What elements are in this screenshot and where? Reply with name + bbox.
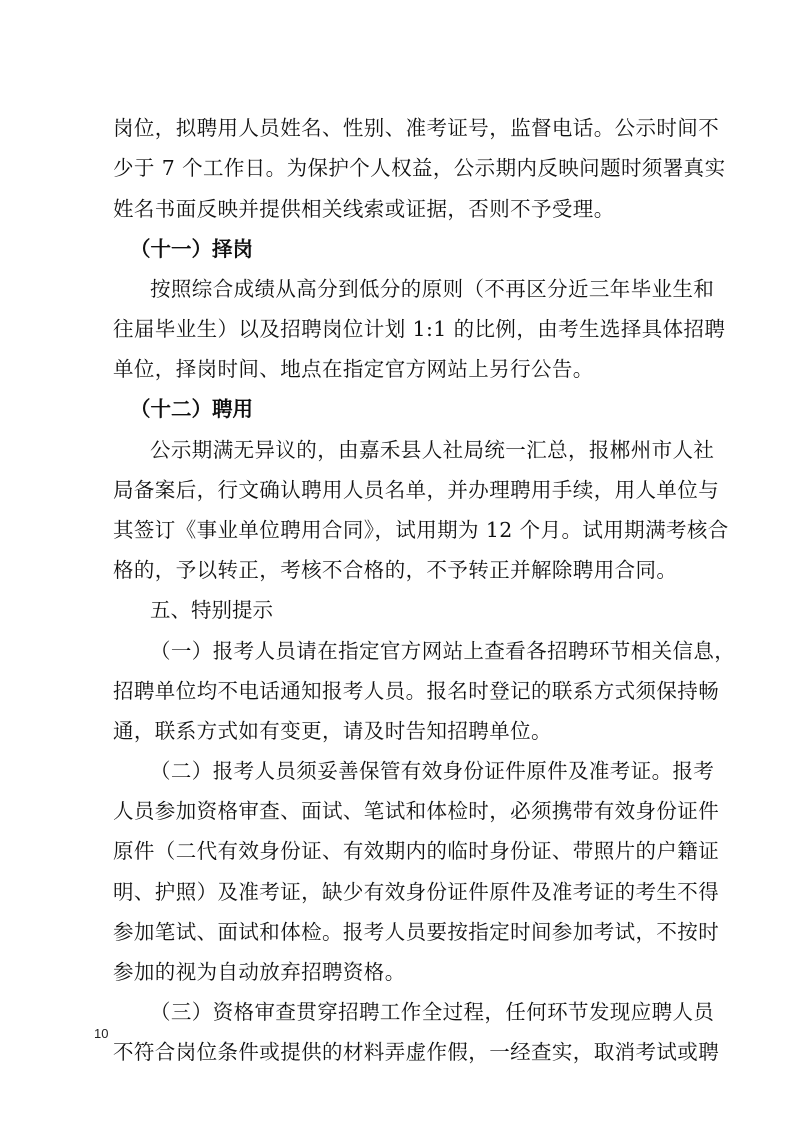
body-line: （一）报考人员请在指定官方网站上查看各招聘环节相关信息， [150,639,736,663]
body-line: 公示期满无异议的，由嘉禾县人社局统一汇总，报郴州市人社 [150,438,715,462]
body-line: 原件（二代有效身份证、有效期内的临时身份证、带照片的户籍证 [113,839,720,863]
section-heading-special-notes: 五、特别提示 [150,598,273,622]
body-line: 少于 7 个工作日。为保护个人权益，公示期内反映问题时须署真实 [113,156,726,180]
body-line: 其签订《事业单位聘用合同》，试用期为 12 个月。试用期满考核合 [113,518,729,542]
body-line: 明、护照）及准考证，缺少有效身份证件原件及准考证的考生不得 [113,880,720,904]
body-line: 招聘单位均不电话通知报考人员。报名时登记的联系方式须保持畅 [113,679,720,703]
body-line: 单位，择岗时间、地点在指定官方网站上另行公告。 [113,357,594,381]
body-line: 按照综合成绩从高分到低分的原则（不再区分近三年毕业生和 [150,277,715,301]
body-line: 姓名书面反映并提供相关线索或证据，否则不予受理。 [113,197,615,221]
body-line: 参加的视为自动放弃招聘资格。 [113,960,406,984]
body-line: 通，联系方式如有变更，请及时告知招聘单位。 [113,719,552,743]
body-line: 格的，予以转正，考核不合格的，不予转正并解除聘用合同。 [113,558,678,582]
body-line: 不符合岗位条件或提供的材料弄虚作假，一经查实，取消考试或聘 [113,1040,720,1064]
page-number: 10 [94,1026,109,1041]
body-line: 往届毕业生）以及招聘岗位计划 1:1 的比例，由考生选择具体招聘 [113,317,726,341]
section-heading-twelve: （十二）聘用 [130,397,253,421]
body-line: （二）报考人员须妥善保管有效身份证件原件及准考证。报考 [150,759,715,783]
body-line: 人员参加资格审查、面试、笔试和体检时，必须携带有效身份证件 [113,799,720,823]
body-line: 岗位，拟聘用人员姓名、性别、准考证号，监督电话。公示时间不 [113,116,720,140]
body-line: 局备案后，行文确认聘用人员名单，并办理聘用手续，用人单位与 [113,478,720,502]
body-line: 参加笔试、面试和体检。报考人员要按指定时间参加考试，不按时 [113,920,720,944]
body-line: （三）资格审查贯穿招聘工作全过程，任何环节发现应聘人员 [150,1000,715,1024]
section-heading-eleven: （十一）择岗 [130,237,253,261]
